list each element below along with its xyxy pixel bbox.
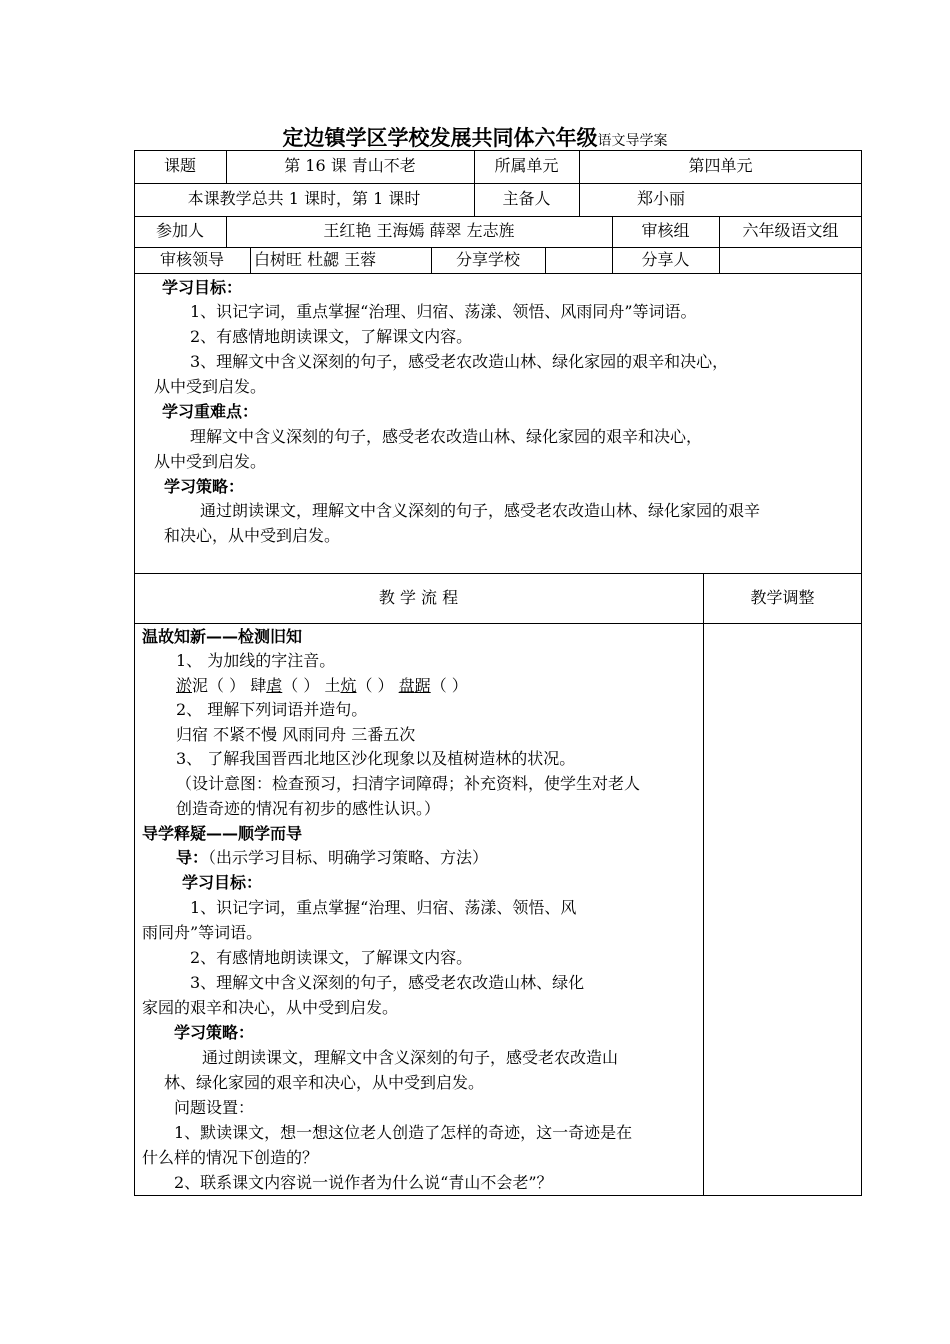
- flow-goal-2: 2、有感情地朗读课文，了解课文内容。: [190, 948, 473, 967]
- design-intent-cont: 创造奇迹的情况有初步的感性认识。）: [176, 799, 441, 818]
- reviewer-label: 审核领导: [159, 250, 224, 269]
- col-divider: [250, 247, 251, 273]
- review-group-value: 六年级语文组: [742, 221, 839, 240]
- strategy-heading: 学习策略：: [164, 477, 245, 496]
- key-points-text: 理解文中含义深刻的句子，感受老农改造山林、绿化家园的艰辛和决心，: [190, 427, 703, 446]
- flow-goal-3: 3、理解文中含义深刻的句子，感受老农改造山林、绿化: [190, 973, 585, 992]
- participants-value: 王红艳 王海嫣 薛翠 左志旌: [323, 221, 515, 240]
- col-divider: [719, 247, 720, 273]
- keti-value: 第 16 课 青山不老: [284, 156, 416, 175]
- task-2: 2、 理解下列词语并造句。: [176, 700, 368, 719]
- flow-goal-1: 1、识记字词，重点掌握“治理、归宿、荡漾、领悟、风: [190, 898, 577, 917]
- guide-line: [176, 846, 488, 870]
- participants-label: 参加人: [155, 221, 204, 240]
- key-points-text-cont: 从中受到启发。: [154, 452, 267, 471]
- pinyin-row: [176, 674, 468, 698]
- word-1-char-b: 泥: [192, 676, 209, 695]
- word-3-char-a: 土: [324, 676, 341, 695]
- blank-4: （ ）: [430, 676, 468, 695]
- title-main: 定边镇学区学校发展共同体六年级: [282, 126, 598, 150]
- keti-label: 课题: [163, 156, 196, 175]
- flow-strategy-text-cont: 林、绿化家园的艰辛和决心，从中受到启发。: [164, 1073, 485, 1092]
- task-3: 3、 了解我国晋西北地区沙化现象以及植树造林的状况。: [176, 749, 576, 768]
- design-intent: （设计意图：检查预习，扫清字词障碍；补充资料，使学生对老人: [176, 774, 641, 793]
- goal-item-1: 1、识记字词，重点掌握“治理、归宿、荡漾、领悟、风雨同舟”等词语。: [190, 302, 697, 321]
- blank-1: （ ）: [208, 676, 246, 695]
- section-review-heading: 温故知新——检测旧知: [142, 627, 303, 646]
- questions-heading: 问题设置：: [174, 1098, 255, 1117]
- goals-heading: 学习目标：: [162, 278, 243, 297]
- task-1: 1、 为加线的字注音。: [176, 651, 336, 670]
- review-group-label: 审核组: [641, 221, 690, 240]
- share-school-label: 分享学校: [455, 250, 520, 269]
- reviewer-value: 白树旺 杜勰 王蓉: [254, 250, 377, 269]
- flow-strategy-heading: 学习策略：: [174, 1023, 255, 1042]
- unit-value: 第四单元: [688, 156, 753, 175]
- flow-goal-1-cont: 雨同舟”等词语。: [142, 923, 263, 942]
- preparer-label: 主备人: [502, 189, 551, 208]
- unit-label: 所属单元: [494, 156, 559, 175]
- title-suffix: 语文导学案: [597, 133, 668, 149]
- word-1-char-a: 淤: [176, 676, 193, 695]
- goal-item-3-cont: 从中受到启发。: [154, 377, 267, 396]
- flow-heading: 教 学 流 程: [378, 588, 459, 607]
- word-4-char-b: 踞: [414, 676, 431, 695]
- vocab-list: 归宿 不紧不慢 风雨同舟 三番五次: [176, 725, 416, 744]
- sharer-label: 分享人: [641, 250, 690, 269]
- question-1-cont: 什么样的情况下创造的？: [142, 1148, 319, 1167]
- col-divider: [703, 573, 704, 1196]
- col-divider: [545, 247, 546, 273]
- question-1: 1、默读课文，想一想这位老人创造了怎样的奇迹，这一奇迹是在: [174, 1123, 633, 1142]
- row-divider: [134, 573, 862, 574]
- goal-item-3: 3、理解文中含义深刻的句子，感受老农改造山林、绿化家园的艰辛和决心，: [190, 352, 729, 371]
- question-2: 2、联系课文内容说一说作者为什么说“青山不会老”？: [174, 1173, 553, 1192]
- flow-strategy-text: 通过朗读课文，理解文中含义深刻的句子，感受老农改造山: [202, 1048, 619, 1067]
- blank-3: （ ）: [356, 676, 394, 695]
- word-2-char-a: 肆: [250, 676, 267, 695]
- adjustment-heading: 教学调整: [750, 588, 815, 607]
- blank-2: （ ）: [282, 676, 320, 695]
- col-divider: [579, 183, 580, 216]
- flow-goals-heading: 学习目标：: [182, 873, 263, 892]
- section-guide-heading: 导学释疑——顺学而导: [142, 824, 303, 843]
- strategy-text: 通过朗读课文，理解文中含义深刻的句子，感受老农改造山林、绿化家园的艰辛: [200, 501, 761, 520]
- word-2-char-b: 虐: [266, 676, 283, 695]
- guide-text: （出示学习目标、明确学习策略、方法）: [208, 848, 489, 867]
- hours-text: 本课教学总共 1 课时，第 1 课时: [187, 189, 421, 208]
- preparer-value: 郑小丽: [637, 189, 686, 208]
- goal-item-2: 2、有感情地朗读课文，了解课文内容。: [190, 327, 473, 346]
- flow-goal-3-cont: 家园的艰辛和决心，从中受到启发。: [142, 998, 399, 1017]
- key-points-heading: 学习重难点：: [162, 402, 259, 421]
- guide-label: 导：: [176, 848, 209, 867]
- row-divider: [134, 623, 862, 624]
- word-3-char-b: 炕: [340, 676, 357, 695]
- word-4-char-a: 盘: [398, 676, 415, 695]
- strategy-text-cont: 和决心，从中受到启发。: [164, 526, 341, 545]
